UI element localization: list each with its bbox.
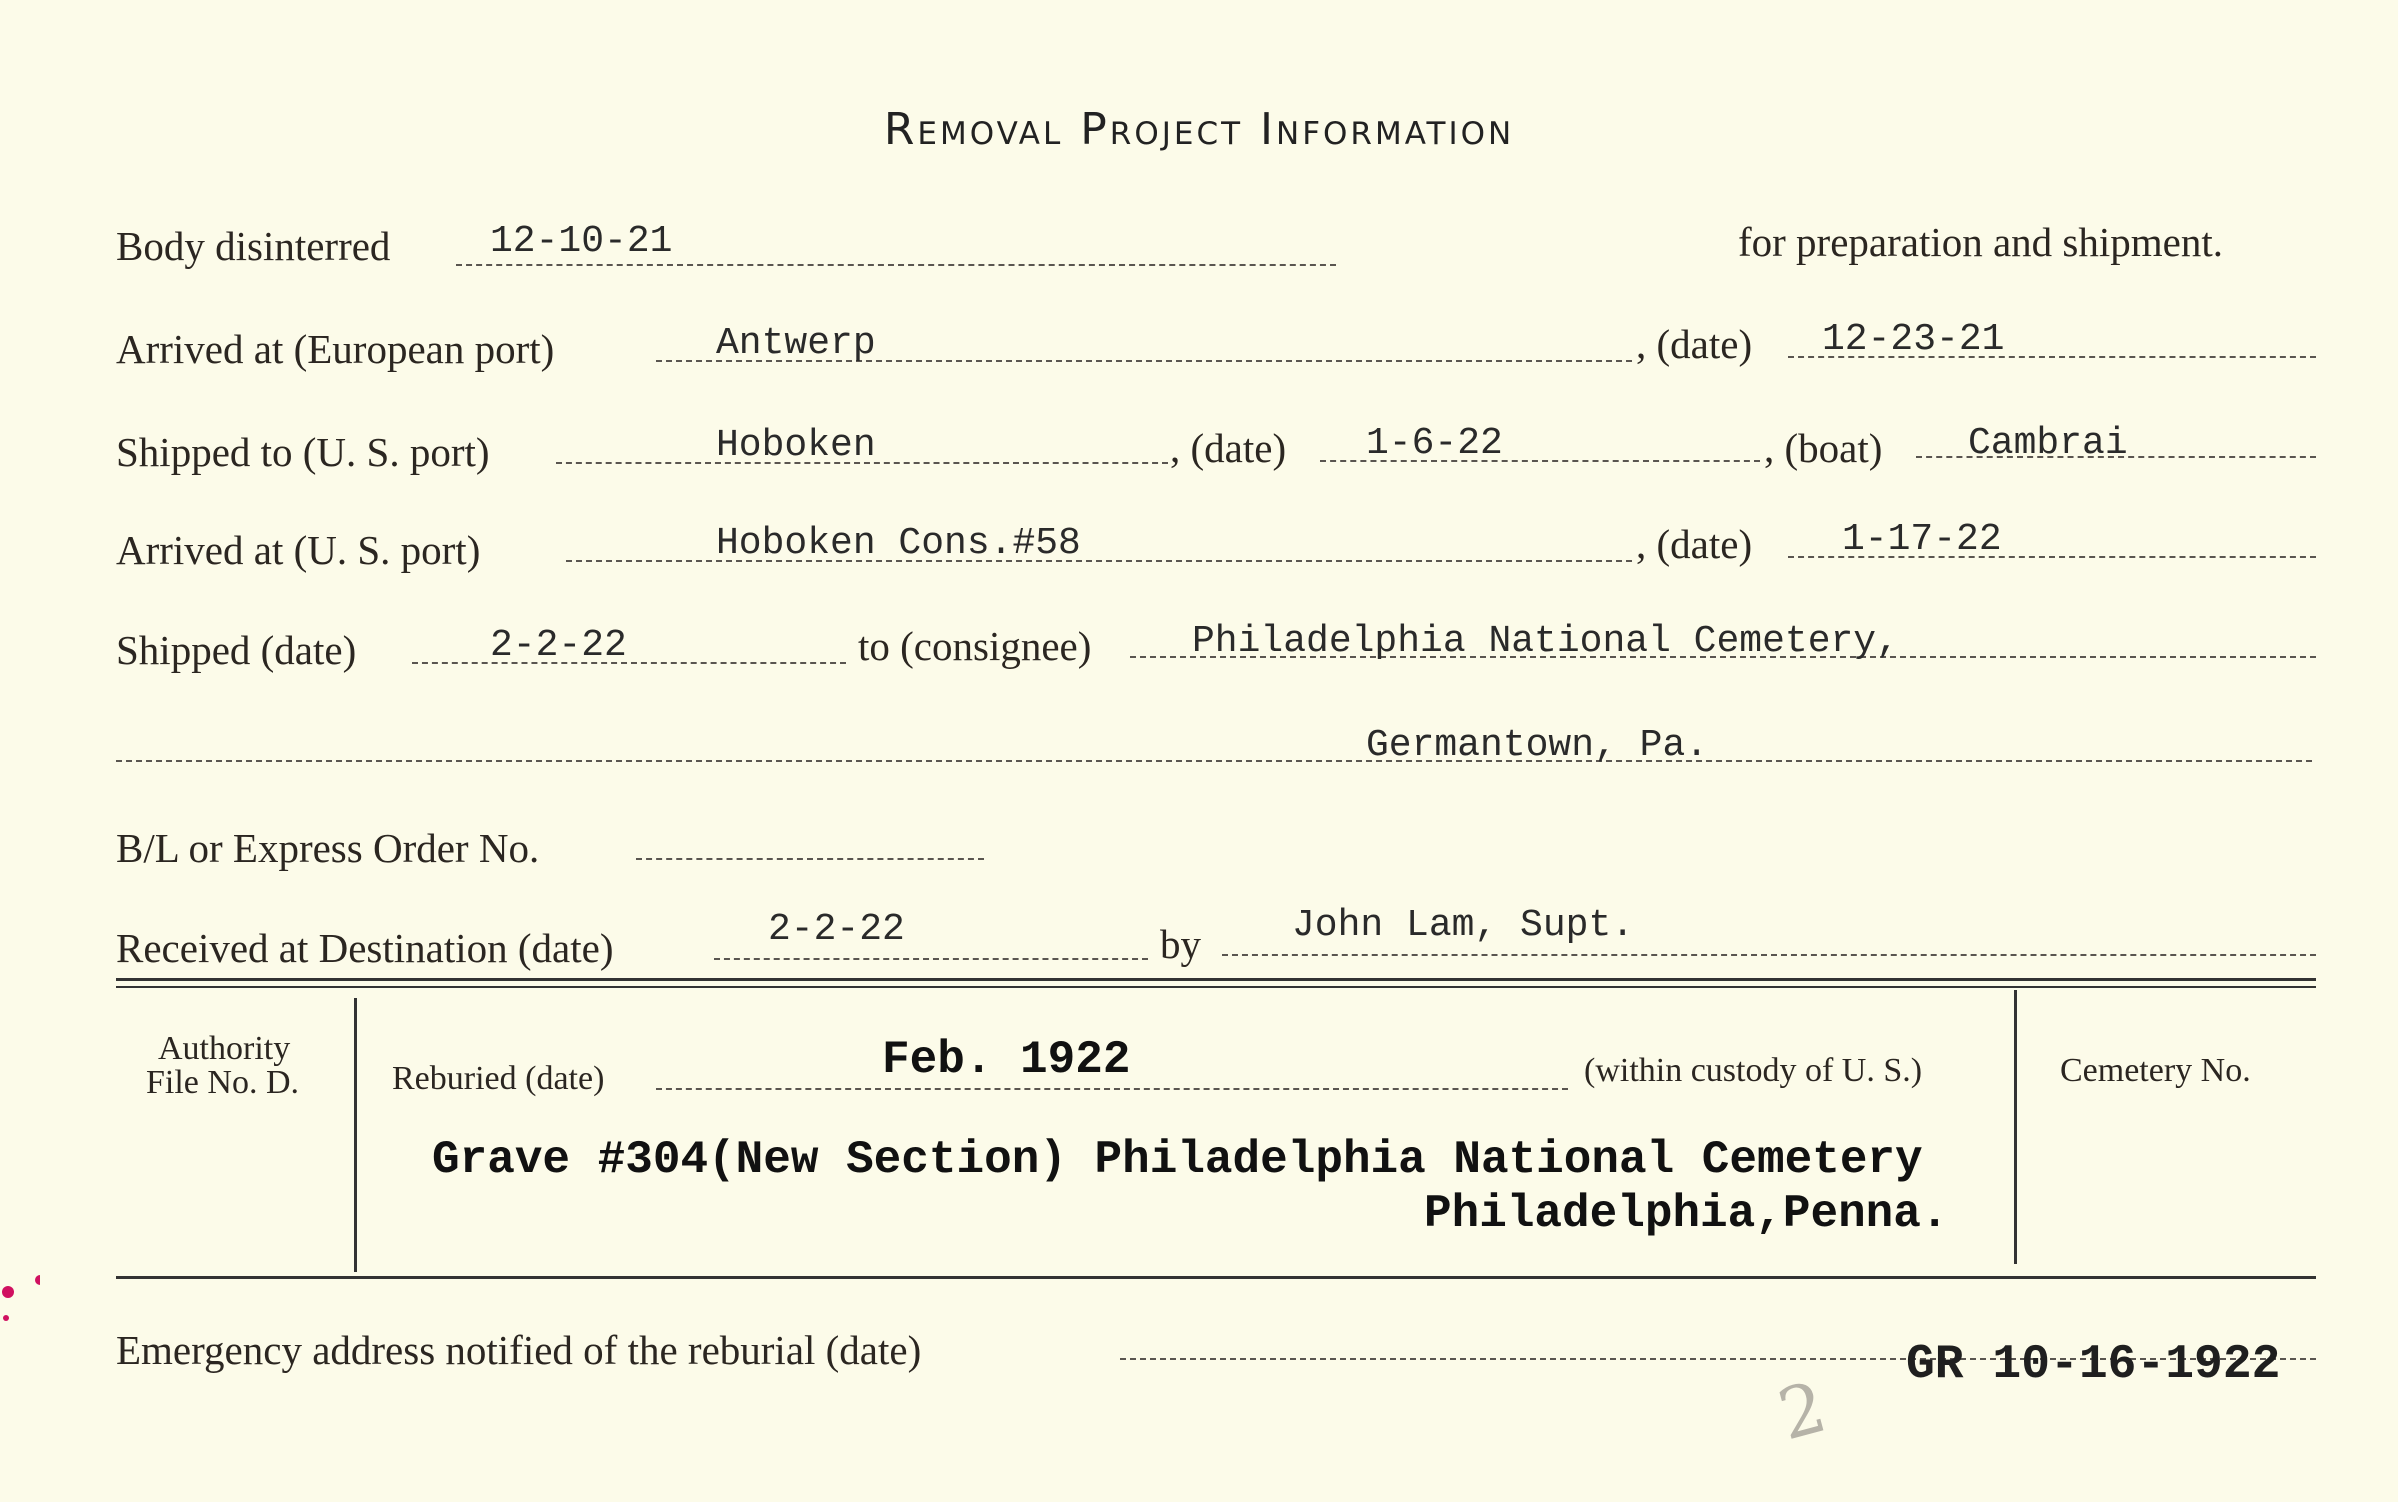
shipped-date: 2-2-22 — [490, 624, 627, 667]
consignee-line2: Germantown, Pa. — [1366, 724, 1709, 767]
shipped-us-boat: Cambrai — [1968, 422, 2128, 465]
arrived-european-date-label: , (date) — [1636, 321, 1753, 367]
consignee-line-2 — [116, 760, 2312, 762]
body-disinterred-suffix: for preparation and shipment. — [1738, 219, 2224, 265]
arrived-us-date-label: , (date) — [1636, 521, 1753, 567]
consignee-label: to (consignee) — [858, 623, 1092, 669]
grave-location-line1: Grave #304(New Section) Philadelphia National Cemetery — [432, 1134, 1923, 1186]
shipped-us-port: Hoboken — [716, 424, 876, 467]
arrived-us-date: 1-17-22 — [1842, 518, 2002, 561]
received-by: John Lam, Supt. — [1292, 904, 1635, 947]
body-disinterred-date: 12-10-21 — [490, 220, 673, 263]
cemetery-no-label: Cemetery No. — [2060, 1052, 2251, 1089]
shipped-us-label: Shipped to (U. S. port) — [116, 429, 490, 475]
reburied-line — [656, 1088, 1568, 1090]
box-divider-right — [2014, 990, 2017, 1264]
box-top-rule-2 — [116, 986, 2316, 988]
red-ink-mark — [0, 1270, 40, 1330]
bl-order-label: B/L or Express Order No. — [116, 825, 540, 871]
consignee: Philadelphia National Cemetery, — [1192, 620, 1899, 663]
arrived-european-port: Antwerp — [716, 322, 876, 365]
authority-label: Authority — [158, 1030, 291, 1067]
shipped-date-line — [412, 662, 846, 664]
shipped-us-date: 1-6-22 — [1366, 422, 1503, 465]
body-disinterred-label: Body disinterred — [116, 223, 391, 269]
arrived-european-label: Arrived at (European port) — [116, 326, 555, 372]
arrived-european-date: 12-23-21 — [1822, 318, 2005, 361]
emergency-label: Emergency address notified of the reburial (date) — [116, 1327, 922, 1373]
custody-label: (within custody of U. S.) — [1584, 1052, 1923, 1089]
body-disinterred-line — [456, 264, 1336, 266]
grave-location-line2: Philadelphia,Penna. — [1424, 1188, 1949, 1240]
arrived-us-label: Arrived at (U. S. port) — [116, 527, 481, 573]
shipped-label: Shipped (date) — [116, 627, 357, 673]
arrived-us-port: Hoboken Cons.#58 — [716, 522, 1081, 565]
shipped-us-boat-label: , (boat) — [1764, 425, 1883, 471]
pencil-mark: 2 — [1770, 1365, 1835, 1457]
reburied-date: Feb. 1922 — [882, 1034, 1131, 1086]
received-label: Received at Destination (date) — [116, 925, 614, 971]
box-top-rule — [116, 978, 2316, 981]
card-title: Removal Project Information — [883, 104, 1515, 155]
received-date-line — [714, 958, 1148, 960]
bl-order-line — [636, 858, 984, 860]
received-by-label: by — [1160, 921, 1201, 967]
box-bottom-rule — [116, 1276, 2316, 1279]
reburied-label: Reburied (date) — [392, 1060, 605, 1097]
emergency-stamp: GR 10-16-1922 — [1906, 1338, 2281, 1392]
received-date: 2-2-22 — [768, 908, 905, 951]
box-divider-left — [354, 998, 357, 1272]
shipped-us-date-label: , (date) — [1170, 425, 1287, 471]
received-by-line — [1222, 954, 2316, 956]
authority-file-label: File No. D. — [146, 1064, 299, 1101]
